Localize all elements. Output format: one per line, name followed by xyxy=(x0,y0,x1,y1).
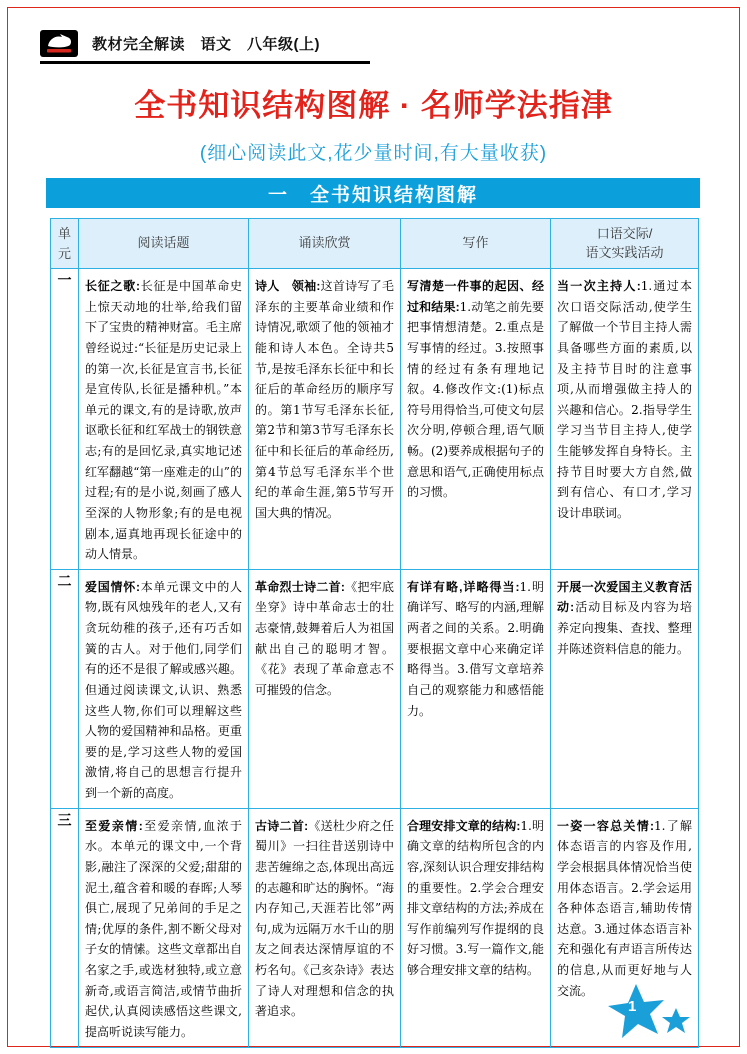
cell-body: 至爱亲情,血浓于水。本单元的课文中,一个背影,融注了深深的父爱;甜甜的泥土,蕴含着和暖的春晖;人琴俱亡,展现了兄弟间的手足之情;优厚的条件,割不断父母对子女的情愫。这些文章都出自名家之手,或选材独特,或立意新奇,或语言简洁,或情节曲折起伏,认真阅读感悟这些课文,提高听说读写能力。 xyxy=(85,818,242,1039)
cell-lead: 长征之歌: xyxy=(85,279,140,293)
cell-recite-appreciate xyxy=(249,808,401,1047)
page-header xyxy=(40,30,370,64)
brand-logo-icon xyxy=(40,30,78,57)
cell-body: 《把牢底坐穿》诗中革命志士的壮志豪情,鼓舞着后人为祖国献出自己的聪明才智。《花》表现了革命意志不可摧毁的信念。 xyxy=(255,579,394,697)
cell-lead: 诗人 领袖: xyxy=(255,279,321,293)
cell-lead: 写清楚一件事的起因、经过和结果: xyxy=(407,279,544,314)
cell-lead: 开展一次爱国主义教育活动: xyxy=(557,579,692,615)
cell-body: 长征是中国革命史上惊天动地的壮举,给我们留下了宝贵的精神财富。毛主席曾经说过:“长征是历史记录上的第一次,长征是宣言书,长征是宣传队,长征是播种机。”本单元的课文,有的是诗歌,放声讴歌长征和红军战士的钢铁意志;有的是回忆录,真实地记述红军翻越“第一座难走的山”的过程;有的是小说,刻画了感人至深的人物形象;有的是电视剧本,逼真地再现长征途中的动人情景。 xyxy=(85,279,242,562)
table-row-unit-1 xyxy=(51,269,699,570)
cell-lead: 古诗二首: xyxy=(255,818,309,833)
page-number-badge xyxy=(606,982,706,1046)
page-title: 全书知识结构图解 · 名师学法指津 xyxy=(134,88,613,123)
table-header-row xyxy=(51,219,699,269)
cell-lead: 合理安排文章的结构: xyxy=(407,818,521,833)
cell-oral-practice xyxy=(551,569,699,808)
cell-reading-topic xyxy=(79,569,249,808)
unit-label: 三 xyxy=(51,808,79,1047)
page-subtitle: (细心阅读此文,花少量时间,有大量收获) xyxy=(199,143,548,164)
cell-body: 1.动笔之前先要把事情想清楚。2.重点是写事情的经过。3.按照事情的经过有条有理地记叙。4.修改作文:(1)标点符号用得恰当,可使文句层次分明,停顿合理,语气顺畅。(2)要养成根据句子的意思和语气,正确使用标点的习惯。 xyxy=(407,299,545,500)
cell-body: 1.明确文章的结构所包含的内容,深刻认识合理安排结构的重要性。2.学会合理安排文章结构的方法;养成在写作前编列写作提纲的良好习惯。3.写一篇作文,能够合理安排文章的结构。 xyxy=(407,818,544,977)
cell-oral-practice xyxy=(551,269,699,570)
cell-body: 1.了解体态语言的内容及作用,学会根据具体情况恰当使用体态语言。2.学会运用各种体态语言,辅助传情达意。3.通过体态语言补充和强化有声语言所传达的信息,从而更好地与人交流。 xyxy=(557,818,692,998)
cell-lead: 爱国情怀: xyxy=(85,579,140,594)
table-row-unit-3 xyxy=(51,808,699,1047)
cell-reading-topic xyxy=(79,808,249,1047)
small-star-icon xyxy=(662,1008,690,1033)
cell-body: 《送杜少府之任蜀川》一扫往昔送别诗中悲苦缠绵之态,体现出高远的志趣和旷达的胸怀。“海内存知己,天涯若比邻”两句,成为远隔万水千山的朋友之间表达深情厚谊的不朽名句。《己亥杂诗》表达了诗人对理想和信念的执著追求。 xyxy=(255,818,394,1019)
col-header-oral-line1: 口语交际/ xyxy=(596,226,653,242)
cell-body: 1.通过本次口语交际活动,使学生了解做一个节目主持人需具备哪些方面的素质,以及主持节目时的注意事项,从而增强做主持人的兴趣和信心。2.指导学生学习当节目主持人,使学生能够发挥自身特长。主持节目时要大方自然,做到有信心、有口才,学习设计串联词。 xyxy=(557,279,693,520)
col-header-oral-line2: 语文实践活动 xyxy=(585,244,664,260)
col-header-unit: 单元 xyxy=(51,219,79,269)
col-header-recite: 诵读欣赏 xyxy=(249,219,401,269)
unit-label: 二 xyxy=(51,569,79,808)
cell-writing xyxy=(401,569,551,808)
cell-recite-appreciate xyxy=(249,269,401,570)
col-header-oral xyxy=(551,219,699,269)
cell-writing xyxy=(401,808,551,1047)
page-number: 1 xyxy=(628,998,637,1015)
cell-body: 活动目标及内容为培养定向搜集、查找、整理并陈述资料信息的能力。 xyxy=(557,600,692,656)
cell-writing xyxy=(401,269,551,570)
cell-lead: 当一次主持人: xyxy=(557,279,641,293)
knowledge-structure-table xyxy=(50,218,699,1048)
cell-body: 这首诗写了毛泽东的主要革命业绩和作诗情况,歌颂了他的领袖才能和诗人本色。全诗共5节,是按毛泽东长征中和长征后的革命经历的顺序写的。第1节写毛泽东长征,第2节和第3节写毛泽东长征中和长征后的革命经历,第4节总写毛泽东半个世纪的革命生涯,第5节写开国大典的情况。 xyxy=(255,279,394,520)
section-banner: 一 全书知识结构图解 xyxy=(46,178,700,208)
cell-lead: 革命烈士诗二首: xyxy=(255,579,345,594)
cell-body: 本单元课文中的人物,既有风烛残年的老人,又有贪玩幼稚的孩子,还有巧舌如簧的古人。对于他们,同学们有的还不是很了解或感兴趣。但通过阅读课文,认识、熟悉这些人物,你们可以理解这些人物的爱国精神和品格。更重要的是,学习这些人物的爱国激情,将自己的思想言行提升到一个新的高度。 xyxy=(85,579,242,800)
cell-recite-appreciate xyxy=(249,569,401,808)
col-header-reading: 阅读话题 xyxy=(79,219,249,269)
cell-lead: 一姿一容总关情: xyxy=(557,818,654,833)
unit-label: 一 xyxy=(51,269,79,570)
col-header-writing: 写作 xyxy=(401,219,551,269)
cell-lead: 有详有略,详略得当: xyxy=(407,579,520,594)
cell-reading-topic xyxy=(79,269,249,570)
cell-body: 1.明确详写、略写的内涵,理解两者之间的关系。2.明确要根据文章中心来确定详略得当。3.借写文章培养自己的观察能力和感悟能力。 xyxy=(407,579,544,718)
cell-lead: 至爱亲情: xyxy=(85,818,143,833)
book-title: 教材完全解读 语文 八年级(上) xyxy=(92,36,320,53)
table-row-unit-2 xyxy=(51,569,699,808)
